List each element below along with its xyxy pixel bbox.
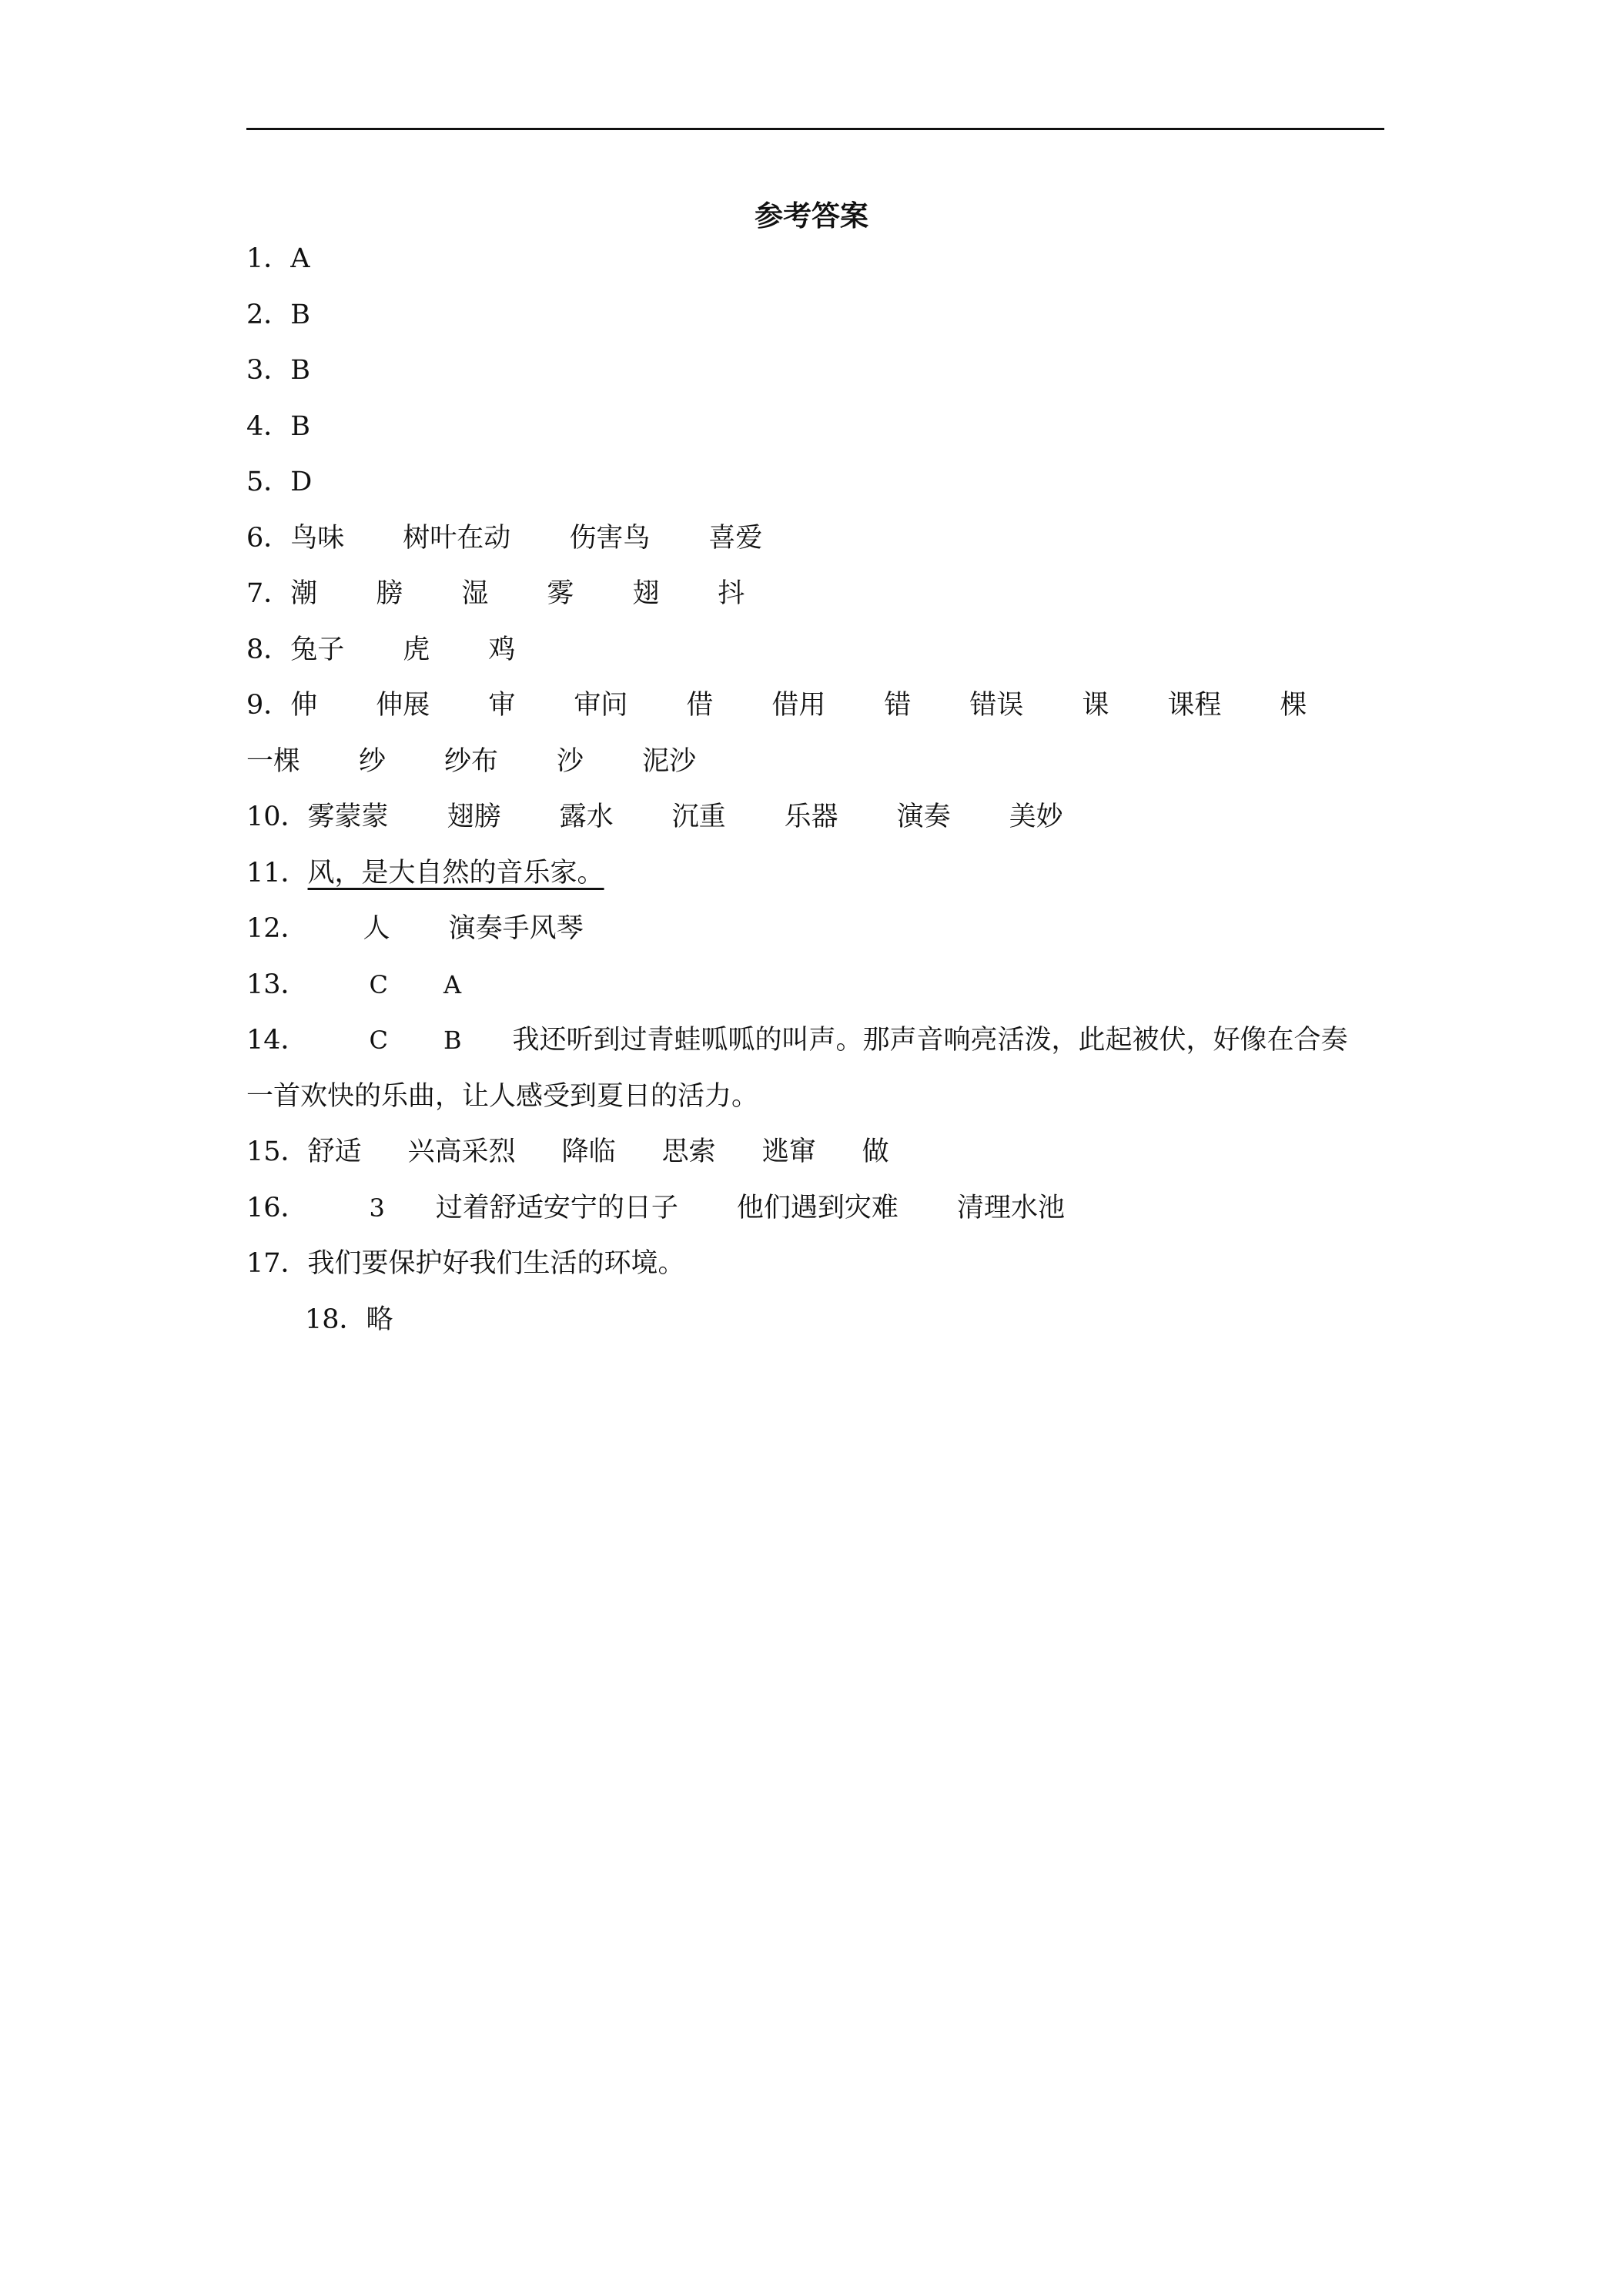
answer-number: 8．	[246, 634, 291, 665]
answer-number: 6．	[246, 522, 291, 554]
answer-item: 错误	[969, 690, 1024, 721]
answer-number: 1．	[246, 243, 291, 274]
answer-14	[246, 1012, 1401, 1069]
answer-number: 4．	[246, 410, 291, 442]
answer-item: 兔子	[290, 634, 345, 665]
answer-item: C	[369, 1026, 389, 1055]
answer-item: 逃窜	[761, 1136, 816, 1167]
answer-4	[246, 399, 1401, 455]
answer-item: 一棵	[246, 745, 301, 777]
answer-item: 雾蒙蒙	[307, 802, 389, 832]
answer-7	[246, 566, 1401, 622]
answer-10	[246, 789, 1401, 845]
answer-item: 演奏	[896, 802, 951, 832]
answer-text: B	[290, 355, 311, 386]
answer-item: 泥沙	[642, 745, 697, 777]
answer-number: 16．	[246, 1192, 308, 1223]
answer-item: 思索	[661, 1136, 716, 1167]
answer-item: C	[369, 969, 389, 999]
answer-8	[246, 622, 1401, 678]
answer-text: 我还听到过青蛙呱呱的叫声。那声音响亮活泼，此起被伏，好像在合奏	[512, 1025, 1348, 1056]
answer-15	[246, 1124, 1401, 1180]
answer-text: 略	[366, 1304, 393, 1335]
answer-item: 鸡	[488, 634, 516, 665]
answer-number: 7．	[246, 578, 291, 609]
answer-item: 伤害鸟	[569, 522, 651, 554]
answer-number: 10．	[246, 802, 308, 832]
answer-item: 树叶在动	[403, 522, 511, 554]
answer-item: 降临	[561, 1136, 616, 1167]
answer-2	[246, 287, 1401, 343]
answer-number: 18．	[305, 1304, 366, 1335]
answer-item: 美妙	[1009, 802, 1063, 832]
answer-text: 我们要保护好我们生活的环境。	[307, 1248, 685, 1279]
answer-number: 12．	[246, 913, 308, 944]
answer-item: 乐器	[784, 802, 838, 832]
answer-item: 纱布	[444, 745, 499, 777]
answer-6	[246, 510, 1401, 567]
answer-item: A	[443, 969, 462, 999]
answer-18	[246, 1292, 1401, 1348]
answer-item: 错	[884, 690, 912, 721]
answer-item: 清理水池	[956, 1192, 1065, 1223]
answer-text: D	[290, 467, 313, 497]
answer-list	[246, 231, 1401, 1347]
answer-number: 13．	[246, 969, 308, 1000]
answer-11	[246, 845, 1401, 902]
answer-item: 雾	[547, 578, 574, 609]
answer-3	[246, 343, 1401, 399]
answer-text: B	[290, 410, 311, 442]
answer-number: 2．	[246, 299, 291, 330]
answer-item: 膀	[376, 578, 403, 609]
answer-number: 5．	[246, 467, 291, 497]
answer-item: 他们遇到灾难	[736, 1192, 899, 1223]
answer-text-underlined: 风，是大自然的音乐家。	[307, 857, 604, 889]
answer-item: 棵	[1280, 690, 1307, 721]
answer-item: 做	[862, 1136, 889, 1167]
answer-item: 3	[369, 1193, 385, 1223]
answer-16	[246, 1180, 1401, 1237]
answer-9	[246, 678, 1401, 734]
answer-item: 抖	[718, 578, 745, 609]
answer-14-continued	[246, 1069, 1401, 1125]
page-title: 参考答案	[755, 199, 868, 233]
answer-item: 课	[1082, 690, 1109, 721]
answer-5	[246, 454, 1401, 510]
answer-1	[246, 231, 1401, 287]
header-rule	[246, 128, 1384, 130]
answer-item: 沉重	[671, 802, 726, 832]
answer-text: 一首欢快的乐曲，让人感受到夏日的活力。	[246, 1080, 759, 1112]
answer-9-continued	[246, 734, 1401, 790]
answer-item: B	[443, 1026, 462, 1055]
answer-item: 虎	[403, 634, 430, 665]
answer-12	[246, 901, 1401, 957]
answer-17	[246, 1236, 1401, 1292]
answer-item: 审问	[574, 690, 628, 721]
answer-item: 鸟味	[290, 522, 345, 554]
answer-item: 过着舒适安宁的日子	[435, 1192, 678, 1223]
answer-item: 喜爱	[708, 522, 763, 554]
answer-item: 湿	[461, 578, 489, 609]
answer-number: 17．	[246, 1248, 308, 1279]
answer-item: 课程	[1167, 690, 1222, 721]
answer-text: A	[290, 243, 310, 274]
answer-text: B	[290, 299, 311, 330]
answer-item: 潮	[290, 578, 318, 609]
answer-number: 11．	[246, 857, 308, 889]
answer-item: 演奏手风琴	[448, 913, 584, 944]
answer-number: 14．	[246, 1025, 308, 1056]
answer-item: 沙	[557, 745, 584, 777]
answer-item: 人	[363, 913, 390, 944]
answer-item: 翅	[632, 578, 660, 609]
answer-item: 翅膀	[447, 802, 501, 832]
answer-item: 伸展	[376, 690, 430, 721]
answer-number: 9．	[246, 690, 291, 721]
answer-item: 舒适	[307, 1136, 362, 1167]
answer-item: 伸	[290, 690, 318, 721]
answer-number: 3．	[246, 355, 291, 386]
answer-number: 15．	[246, 1136, 308, 1167]
answer-item: 借	[686, 690, 714, 721]
answer-item: 纱	[359, 745, 387, 777]
answer-item: 借用	[771, 690, 826, 721]
answer-item: 露水	[559, 802, 614, 832]
answer-13	[246, 957, 1401, 1013]
answer-item: 审	[488, 690, 516, 721]
answer-item: 兴高采烈	[407, 1136, 516, 1167]
